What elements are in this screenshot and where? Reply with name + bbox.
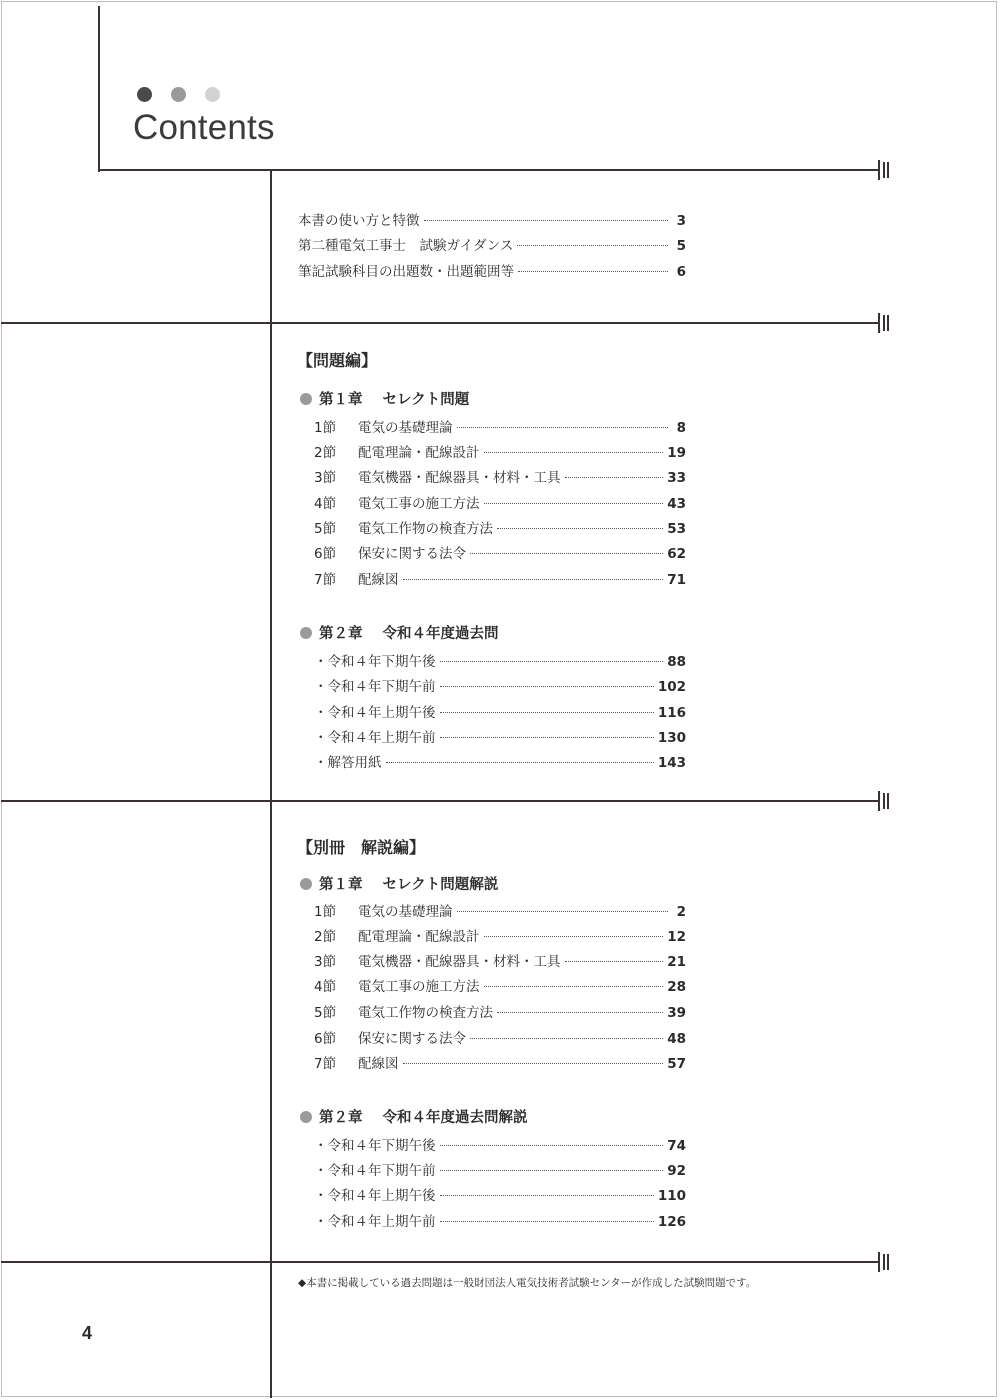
toc-entry-page: 28 <box>667 979 686 995</box>
chapter-title: 令和４年度過去問 <box>382 626 499 642</box>
dot-leader <box>440 1145 664 1146</box>
toc-entry-page: 74 <box>667 1138 686 1154</box>
toc-entry[interactable] <box>314 1029 686 1049</box>
dot-leader <box>424 220 669 221</box>
toc-entry-page: 19 <box>667 445 686 461</box>
toc-entry[interactable] <box>314 1003 686 1023</box>
toc-entry-title: ・令和４年下期午前 <box>314 1163 436 1179</box>
toc-entry-page: 88 <box>667 654 686 670</box>
toc-entry-title: 電気の基礎理論 <box>358 420 453 436</box>
section-number: 2節 <box>314 445 337 461</box>
header-dot-dark <box>137 87 152 102</box>
dot-leader <box>565 477 664 478</box>
toc-entry-page: 62 <box>667 546 686 562</box>
section-number: 4節 <box>314 496 337 512</box>
dot-leader <box>440 661 664 662</box>
section-number: 2節 <box>314 929 337 945</box>
section-number: 3節 <box>314 954 337 970</box>
toc-entry-title: ・令和４年上期午前 <box>314 730 436 746</box>
toc-entry-title: 電気の基礎理論 <box>358 904 453 920</box>
rule-end-mark <box>883 1254 885 1270</box>
toc-entry[interactable] <box>314 1212 686 1232</box>
toc-entry-page: 126 <box>657 1214 686 1230</box>
toc-entry-page: 92 <box>667 1163 686 1179</box>
toc-entry-title: ・解答用紙 <box>314 755 382 771</box>
toc-entry-title: 第二種電気工事士 試験ガイダンス <box>298 238 514 254</box>
chapter-number: 第１章 <box>319 392 363 408</box>
chapter-title: セレクト問題 <box>382 392 470 408</box>
toc-entry-title: 電気工事の施工方法 <box>358 496 480 512</box>
dot-leader <box>484 452 664 453</box>
chapter-number: 第２章 <box>319 1110 363 1126</box>
chapter-heading <box>300 622 499 643</box>
toc-entry-page: 43 <box>667 496 686 512</box>
chapter-title: 令和４年度過去問解説 <box>382 1110 528 1126</box>
toc-entry-page: 110 <box>657 1188 686 1204</box>
toc-entry[interactable] <box>314 728 686 748</box>
section-number: 4節 <box>314 979 337 995</box>
toc-entry-title: 配線図 <box>358 1056 399 1072</box>
section-rule <box>1 322 878 324</box>
toc-entry-title: 配電理論・配線設計 <box>358 929 480 945</box>
toc-entry[interactable] <box>314 977 686 997</box>
rule-end-mark <box>887 162 889 178</box>
part-heading: 【問題編】 <box>297 351 378 370</box>
toc-entry[interactable] <box>314 494 686 514</box>
footnote: ◆本書に掲載している過去問題は一般財団法人電気技術者試験センターが作成した試験問題です。 <box>298 1277 757 1289</box>
dot-leader <box>440 1195 654 1196</box>
dot-leader <box>440 1170 664 1171</box>
toc-entry[interactable] <box>314 652 686 672</box>
chapter-bullet-icon <box>300 878 312 890</box>
dot-leader <box>484 503 664 504</box>
toc-entry[interactable] <box>314 1054 686 1074</box>
toc-entry-page: 6 <box>676 264 686 280</box>
toc-entry-title: 配電理論・配線設計 <box>358 445 480 461</box>
toc-entry-page: 3 <box>676 213 686 229</box>
toc-entry-title: 電気工作物の検査方法 <box>358 521 493 537</box>
toc-entry[interactable] <box>298 262 686 282</box>
toc-entry[interactable] <box>314 1186 686 1206</box>
chapter-bullet-icon <box>300 627 312 639</box>
toc-entry-page: 2 <box>676 904 686 920</box>
section-number: 7節 <box>314 1056 337 1072</box>
section-number: 6節 <box>314 1031 337 1047</box>
dot-leader <box>517 245 668 246</box>
toc-entry[interactable] <box>314 753 686 773</box>
toc-entry-page: 57 <box>667 1056 686 1072</box>
dot-leader <box>403 1063 664 1064</box>
header-dot-mid <box>171 87 186 102</box>
section-number: 1節 <box>314 904 337 920</box>
dot-leader <box>518 271 668 272</box>
dot-leader <box>403 579 664 580</box>
toc-entry[interactable] <box>314 902 686 922</box>
toc-entry-page: 39 <box>667 1005 686 1021</box>
toc-entry-page: 12 <box>667 929 686 945</box>
section-rule <box>1 800 878 802</box>
toc-entry-title: 筆記試験科目の出題数・出題範囲等 <box>298 264 514 280</box>
title-horizontal-rule <box>98 169 878 171</box>
rule-end-mark <box>887 793 889 809</box>
rule-end-mark <box>883 315 885 331</box>
toc-entry-page: 8 <box>676 420 686 436</box>
dot-leader <box>497 528 663 529</box>
dot-leader <box>470 1038 663 1039</box>
toc-entry-title: ・令和４年下期午前 <box>314 679 436 695</box>
dot-leader <box>440 737 654 738</box>
toc-entry-title: 電気機器・配線器具・材料・工具 <box>358 470 561 486</box>
toc-entry-page: 102 <box>657 679 686 695</box>
toc-entry[interactable] <box>314 570 686 590</box>
toc-entry-title: 本書の使い方と特徴 <box>298 213 420 229</box>
toc-entry[interactable] <box>314 677 686 697</box>
toc-entry-page: 33 <box>667 470 686 486</box>
toc-entry-page: 48 <box>667 1031 686 1047</box>
chapter-heading <box>300 388 469 409</box>
rule-end-mark <box>887 1254 889 1270</box>
chapter-number: 第２章 <box>319 626 363 642</box>
toc-entry[interactable] <box>314 443 686 463</box>
toc-entry-title: 保安に関する法令 <box>358 1031 466 1047</box>
toc-entry[interactable] <box>314 519 686 539</box>
toc-entry[interactable] <box>314 468 686 488</box>
rule-end-mark <box>878 791 880 811</box>
dot-leader <box>440 1221 654 1222</box>
column-divider <box>270 170 272 1398</box>
rule-end-mark <box>887 315 889 331</box>
toc-entry[interactable] <box>298 211 686 231</box>
toc-entry-title: 電気工事の施工方法 <box>358 979 480 995</box>
section-number: 6節 <box>314 546 337 562</box>
rule-end-mark <box>878 313 880 333</box>
toc-entry[interactable] <box>314 418 686 438</box>
toc-entry[interactable] <box>314 1161 686 1181</box>
toc-entry-title: ・令和４年下期午後 <box>314 1138 436 1154</box>
toc-entry-page: 21 <box>667 954 686 970</box>
toc-entry-page: 5 <box>676 238 686 254</box>
rule-end-mark <box>878 1252 880 1272</box>
section-number: 5節 <box>314 1005 337 1021</box>
chapter-heading <box>300 873 498 894</box>
rule-end-mark <box>883 162 885 178</box>
toc-entry-title: 電気機器・配線器具・材料・工具 <box>358 954 561 970</box>
title-vertical-rule <box>98 6 100 172</box>
chapter-title: セレクト問題解説 <box>382 877 499 893</box>
toc-entry-page: 130 <box>657 730 686 746</box>
chapter-heading <box>300 1106 528 1127</box>
dot-leader <box>386 762 654 763</box>
part-heading: 【別冊 解説編】 <box>297 838 426 857</box>
section-rule <box>1 1261 878 1263</box>
toc-entry-page: 53 <box>667 521 686 537</box>
dot-leader <box>440 686 654 687</box>
section-number: 1節 <box>314 420 337 436</box>
dot-leader <box>497 1012 663 1013</box>
section-number: 5節 <box>314 521 337 537</box>
toc-entry-page: 116 <box>657 705 686 721</box>
toc-entry[interactable] <box>314 952 686 972</box>
toc-entry-title: ・令和４年上期午後 <box>314 705 436 721</box>
toc-entry-page: 143 <box>657 755 686 771</box>
dot-leader <box>484 936 664 937</box>
toc-entry-title: ・令和４年上期午前 <box>314 1214 436 1230</box>
toc-entry-title: ・令和４年上期午後 <box>314 1188 436 1204</box>
toc-entry-title: 配線図 <box>358 572 399 588</box>
toc-entry-page: 71 <box>667 572 686 588</box>
rule-end-mark <box>878 160 880 180</box>
rule-end-mark <box>883 793 885 809</box>
toc-entry-title: ・令和４年下期午後 <box>314 654 436 670</box>
section-number: 7節 <box>314 572 337 588</box>
page-title: Contents <box>133 108 275 147</box>
dot-leader <box>484 986 664 987</box>
dot-leader <box>457 911 669 912</box>
chapter-number: 第１章 <box>319 877 363 893</box>
dot-leader <box>440 712 654 713</box>
page-number: 4 <box>82 1323 93 1343</box>
dot-leader <box>565 961 664 962</box>
toc-entry[interactable] <box>314 1136 686 1156</box>
header-dot-light <box>205 87 220 102</box>
chapter-bullet-icon <box>300 1111 312 1123</box>
dot-leader <box>457 427 669 428</box>
toc-entry[interactable] <box>314 703 686 723</box>
toc-entry-title: 保安に関する法令 <box>358 546 466 562</box>
toc-entry-title: 電気工作物の検査方法 <box>358 1005 493 1021</box>
toc-entry[interactable] <box>314 927 686 947</box>
section-number: 3節 <box>314 470 337 486</box>
toc-entry[interactable] <box>314 544 686 564</box>
toc-entry[interactable] <box>298 236 686 256</box>
chapter-bullet-icon <box>300 393 312 405</box>
dot-leader <box>470 553 663 554</box>
